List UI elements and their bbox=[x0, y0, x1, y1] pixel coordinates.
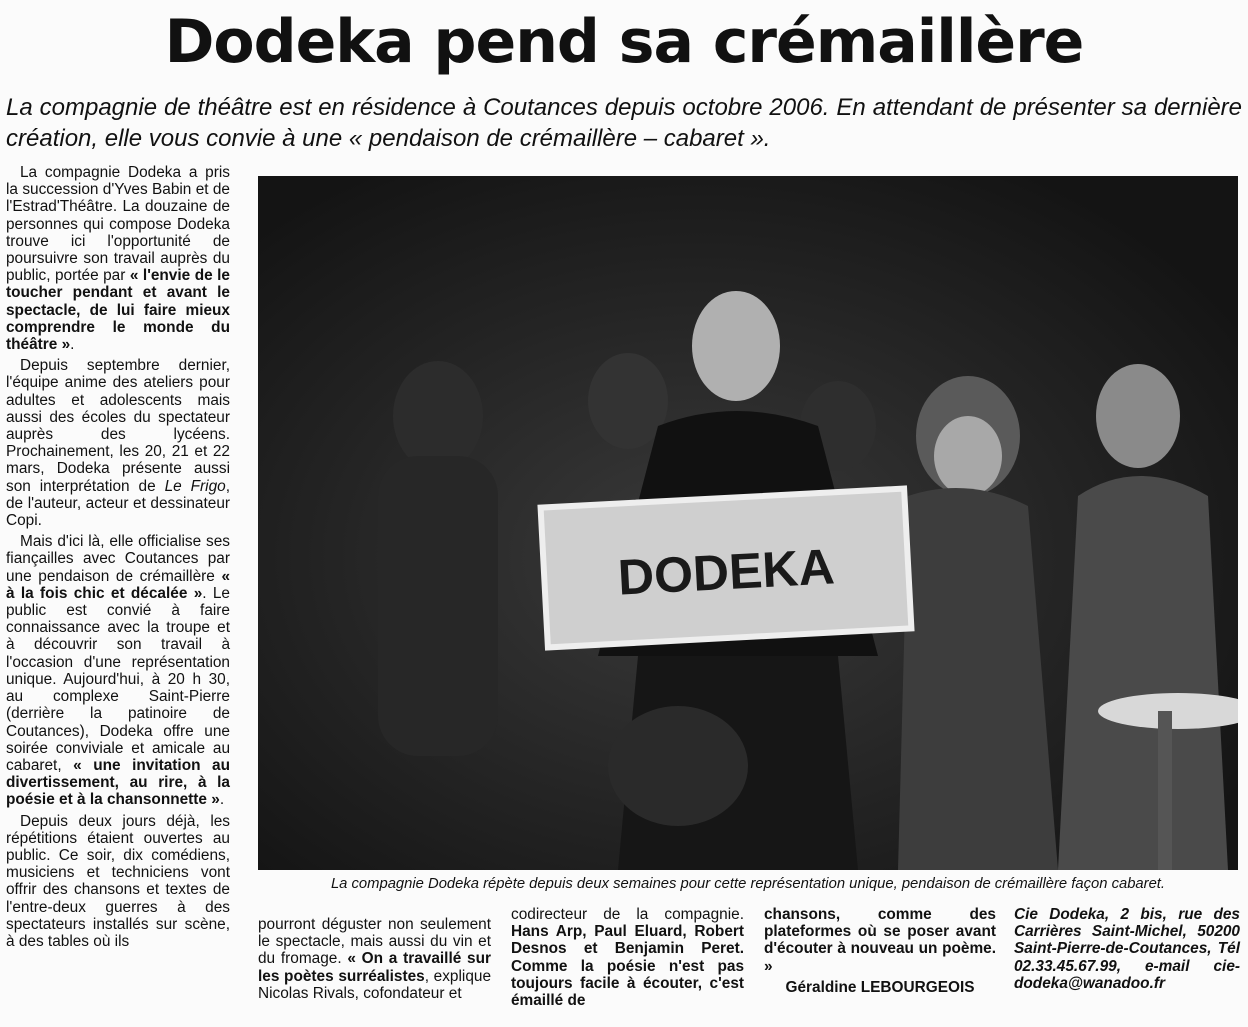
contact-info: Cie Dodeka, 2 bis, rue des Carrières Saint-Michel, 50200 Saint-Pierre-de-Coutances, Tél 02.33.45.67.99, e-mail cie-dodeka@wanadoo.fr bbox=[1014, 906, 1240, 992]
chapeau: La compagnie de théâtre est en résidence à Coutances depuis octobre 2006. En attendant de présenter sa dernière création, elle vous convie à une « pendaison de crémaillère – cabaret ». bbox=[6, 94, 1242, 152]
contact-box bbox=[1014, 906, 1240, 992]
article-column-2 bbox=[258, 916, 491, 1002]
paragraph-3: Mais d'ici là, elle officialise ses fiançailles avec Coutances par une pendaison de crémaillère « à la fois chic et décalée ». Le public est convié à faire connaissance avec la troupe et à découvrir son travail à l'occasion d'une représentation unique. Aujourd'hui, à 20 h 30, au complexe Saint-Pierre (derrière la patinoire de Coutances), Dodeka offre une soirée conviviale et amicale au cabaret, « une invitation au divertissement, au rire, à la poésie et à la chansonnette ». bbox=[6, 533, 230, 809]
quote-chic: « à la fois chic et décalée » bbox=[6, 567, 230, 602]
photo bbox=[258, 176, 1238, 870]
photo-illustration bbox=[258, 176, 1238, 870]
sign-text: DODEKA bbox=[616, 538, 836, 606]
headline: Dodeka pend sa crémaillère bbox=[164, 7, 1084, 77]
quote-poets: « On a travaillé sur les poètes surréalistes bbox=[258, 950, 491, 985]
article-column-4 bbox=[764, 906, 996, 996]
paragraph-4-start: Depuis deux jours déjà, les répétitions étaient ouvertes au public. Ce soir, dix comédiens, musiciens et techniciens vont offrir des chansons et textes de l'entre-deux guerres à des spectateurs installés sur scène, à des tables où ils bbox=[6, 812, 230, 950]
quote-public: « l'envie de le toucher pendant et avant le spectacle, de lui faire mieux comprendre le monde du théâtre » bbox=[6, 267, 230, 354]
paragraph-4-cont-2: codirecteur de la compagnie. Hans Arp, Paul Eluard, Robert Desnos et Benjamin Peret. Comme la poésie n'est pas toujours facile à écouter, c'est émaillé de bbox=[511, 906, 744, 1010]
paragraph-1: La compagnie Dodeka a pris la succession d'Yves Babin et de l'Estrad'Théâtre. La douzaine de personnes qui compose Dodeka trouve ici l'opportunité de poursuivre son travail auprès du public, portée par « l'envie de le toucher pendant et avant le spectacle, de lui faire mieux comprendre le monde du théâtre ». bbox=[6, 164, 230, 354]
article-column-3 bbox=[511, 906, 744, 1009]
photo-caption: La compagnie Dodeka répète depuis deux semaines pour cette représentation unique, pendaison de crémaillère façon cabaret. bbox=[330, 876, 1166, 892]
article-column-1 bbox=[6, 164, 230, 950]
paragraph-4-end: chansons, comme des plateformes où se poser avant d'écouter à nouveau un poème. » bbox=[764, 906, 996, 975]
paragraph-4-cont: pourront déguster non seulement le spectacle, mais aussi du vin et du fromage. « On a travaillé sur les poètes surréalistes, explique Nicolas Rivals, cofondateur et bbox=[258, 916, 491, 1002]
author-signature: Géraldine LEBOURGEOIS bbox=[785, 978, 975, 996]
quote-invitation: « une invitation au divertissement, au rire, à la poésie et à la chansonnette » bbox=[6, 756, 230, 809]
paragraph-2: Depuis septembre dernier, l'équipe anime des ateliers pour adultes et adolescents mais aussi des écoles du spectateur auprès des lycéens. Prochainement, les 20, 21 et 22 mars, Dodeka présente aussi son interprétation de Le Frigo, de l'auteur, acteur et dessinateur Copi. bbox=[6, 357, 230, 530]
quote-poets-list: Hans Arp, Paul Eluard, Robert Desnos et Benjamin Peret. Comme la poésie n'est pas toujours facile à écouter, c'est émaillé de bbox=[511, 923, 744, 1010]
play-title: Le Frigo bbox=[164, 477, 226, 495]
